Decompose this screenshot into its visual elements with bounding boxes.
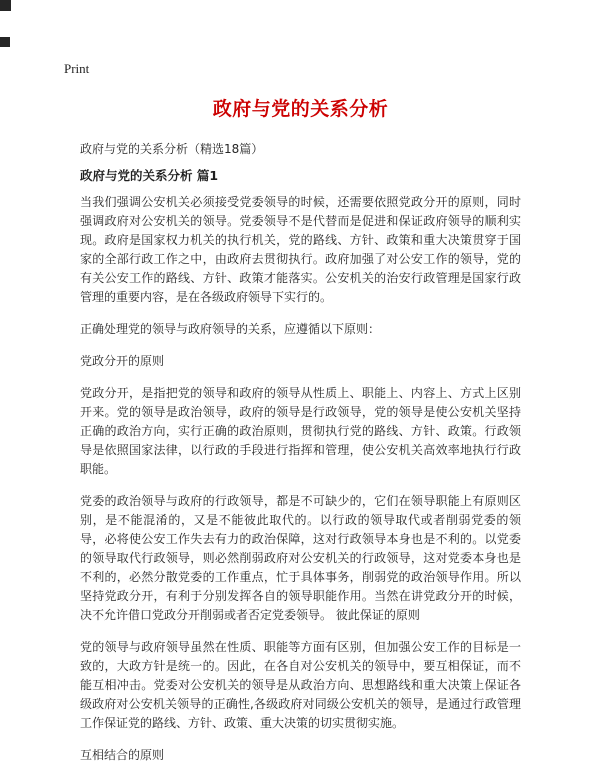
secondary-marker-icon <box>0 37 10 47</box>
paragraph-separation-definition: 党政分开，是指把党的领导和政府的领导从性质上、职能上、内容上、方式上区别开来。党的领导是政治领导，政府的领导是行政领导，党的领导是使公安机关坚持正确的政治方向，实行正确的政治原则，贯彻执行党的路线、方针、政策。行政领导是依照国家法律，以行政的手段进行指挥和管理，使公安机关高效率地执行行政职能。 <box>80 386 521 476</box>
paragraph-separation-discussion: 党委的政治领导与政府的行政领导，都是不可缺少的，它们在领导职能上有原则区别，是不能混淆的，又是不能彼此取代的。以行政的领导取代或者削弱党委的领导，必将使公安工作失去有力的政治保障，这对行政领导本身也是不利的。以党委的领导取代行政领导，则必然削弱政府对公安机关的行政领导，这对党委本身也是不利的，必然分散党委的工作重点，忙于具体事务，削弱党的政治领导作用。所以坚持党政分开，有利于分别发挥各自的领导职能作用。当然在讲党政分开的时候，决不允许借口党政分开削弱或者否定党委领导。 彼此保证的原则 <box>80 494 521 622</box>
paragraph-mutual-guarantee: 党的领导与政府领导虽然在性质、职能等方面有区别，但加强公安工作的目标是一致的，大政方针是统一的。因此，在各自对公安机关的领导中，要互相保证，而不能互相冲击。党委对公安机关的领导是从政治方向、思想路线和重大决策上保证各级政府对公安机关领导的正确性,各级政府对同级公安机关的领导，是通过行政管理工作保证党的路线、方针、政策、重大决策的切实贯彻实施。 <box>80 640 521 730</box>
document-body <box>80 94 521 778</box>
page-title: 政府与党的关系分析 <box>212 98 389 120</box>
article-subtitle: 政府与党的关系分析（精选18篇） <box>80 142 264 156</box>
paragraph-principle-separation-title: 党政分开的原则 <box>80 354 165 368</box>
section-heading: 政府与党的关系分析 篇1 <box>80 168 219 183</box>
paragraph-intro: 当我们强调公安机关必须接受党委领导的时候，还需要依照党政分开的原则，同时强调政府对公安机关的领导。党委领导不是代替而是促进和保证政府领导的顺利实现。政府是国家权力机关的执行机关，党的路线、方针、政策和重大决策贯穿于国家的全部行政工作之中，由政府去贯彻执行。政府加强了对公安工作的领导，党的有关公安工作的路线、方针、政策才能落实。公安机关的治安行政管理是国家行政管理的重要内容，是在各级政府领导下实行的。 <box>80 195 521 304</box>
paragraph-principles-lead: 正确处理党的领导与政府领导的关系，应遵循以下原则： <box>80 322 381 336</box>
top-left-marker-icon <box>0 0 11 11</box>
paragraph-principle-combination-title: 互相结合的原则 <box>80 748 165 762</box>
print-button[interactable]: Print <box>64 61 90 76</box>
